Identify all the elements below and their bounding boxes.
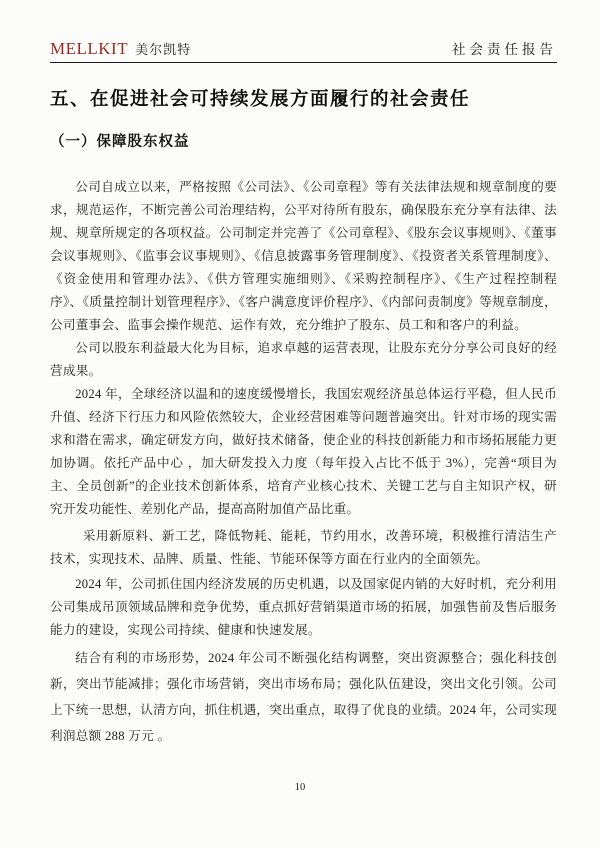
page-number: 10 [294,782,306,793]
header-divider [50,62,557,63]
brand-logo-text: MELLKIT [50,39,129,58]
report-type-label: 社会责任报告 [452,42,557,57]
section-heading: （一）保障股东权益 [50,134,190,150]
body-paragraph: 2024 年，全球经济以温和的速度缓慢增长，我国宏观经济虽总体运行平稳，但人民币升值、经济下行压力和风险依然较大，企业经营困难等问题普遍突出。针对市场的现实需求和潜在需求，确定研发方向，做好技术储备，使企业的科技创新能力和市场拓展能力更加协调。依托产品中心 ，加大研发投入力度（每年投入占比不低于 3%），完善“项目为主、全员创新”的企业技术创新体系，培育产业核心技术、关键工艺与自主知识产权，研究开发功能性、差别化产品，提高高附加值产品比重。 [50,387,557,516]
brand [50,39,191,59]
chapter-title: 五、在促进社会可持续发展方面履行的社会责任 [50,88,471,109]
body-paragraph: 公司自成立以来，严格按照《公司法》、《公司章程》等有关法律法规和规章制度的要求，规范运作，不断完善公司治理结构，公平对待所有股东，确保股东充分享有法律、法规、规章所规定的各项权益。公司制定并完善了《公司章程》、《股东会议事规则》、《董事会议事规则》、《监事会议事规则》、《信息披露事务管理制度》、《投资者关系管理制度》、《资金使用和管理办法》、《供方管理实施细则》、《采购控制程序》、《生产过程控制程序》、《质量控制计划管理程序》、《客户满意度评价程序》、《内部问责制度》等规章制度，公司董事会、监事会操作规范、运作有效，充分维护了股东、员工和和客户的利益。 [50,180,557,332]
body-paragraph: 2024 年，公司抓住国内经济发展的历史机遇，以及国家促内销的大好时机，充分利用公司集成吊顶领域品牌和竞争优势，重点抓好营销渠道市场的拓展，加强售前及售后服务能力的建设，实现公司持续、健康和快速发展。 [50,577,557,637]
body-paragraph: 公司以股东利益最大化为目标，追求卓越的运营表现，让股东充分分享公司良好的经营成果。 [50,341,557,378]
brand-logo-chinese: 美尔凯特 [135,42,192,57]
body-text [50,176,557,749]
body-paragraph: 采用新原料、新工艺，降低物耗、能耗，节约用水，改善环境，积极推行清洁生产技术，实现技术、品牌、质量、性能、节能环保等方面在行业内的全面领先。 [50,529,557,566]
body-paragraph: 结合有利的市场形势，2024 年公司不断强化结构调整，突出资源整合；强化科技创新，突出节能减排；强化市场营销，突出市场布局；强化队伍建设，突出文化引领。公司上下统一思想，认清方向，抓住机遇，突出重点，取得了优良的业绩。2024 年，公司实现利润总额 288 万元 。 [50,651,557,743]
page-header [50,38,557,59]
